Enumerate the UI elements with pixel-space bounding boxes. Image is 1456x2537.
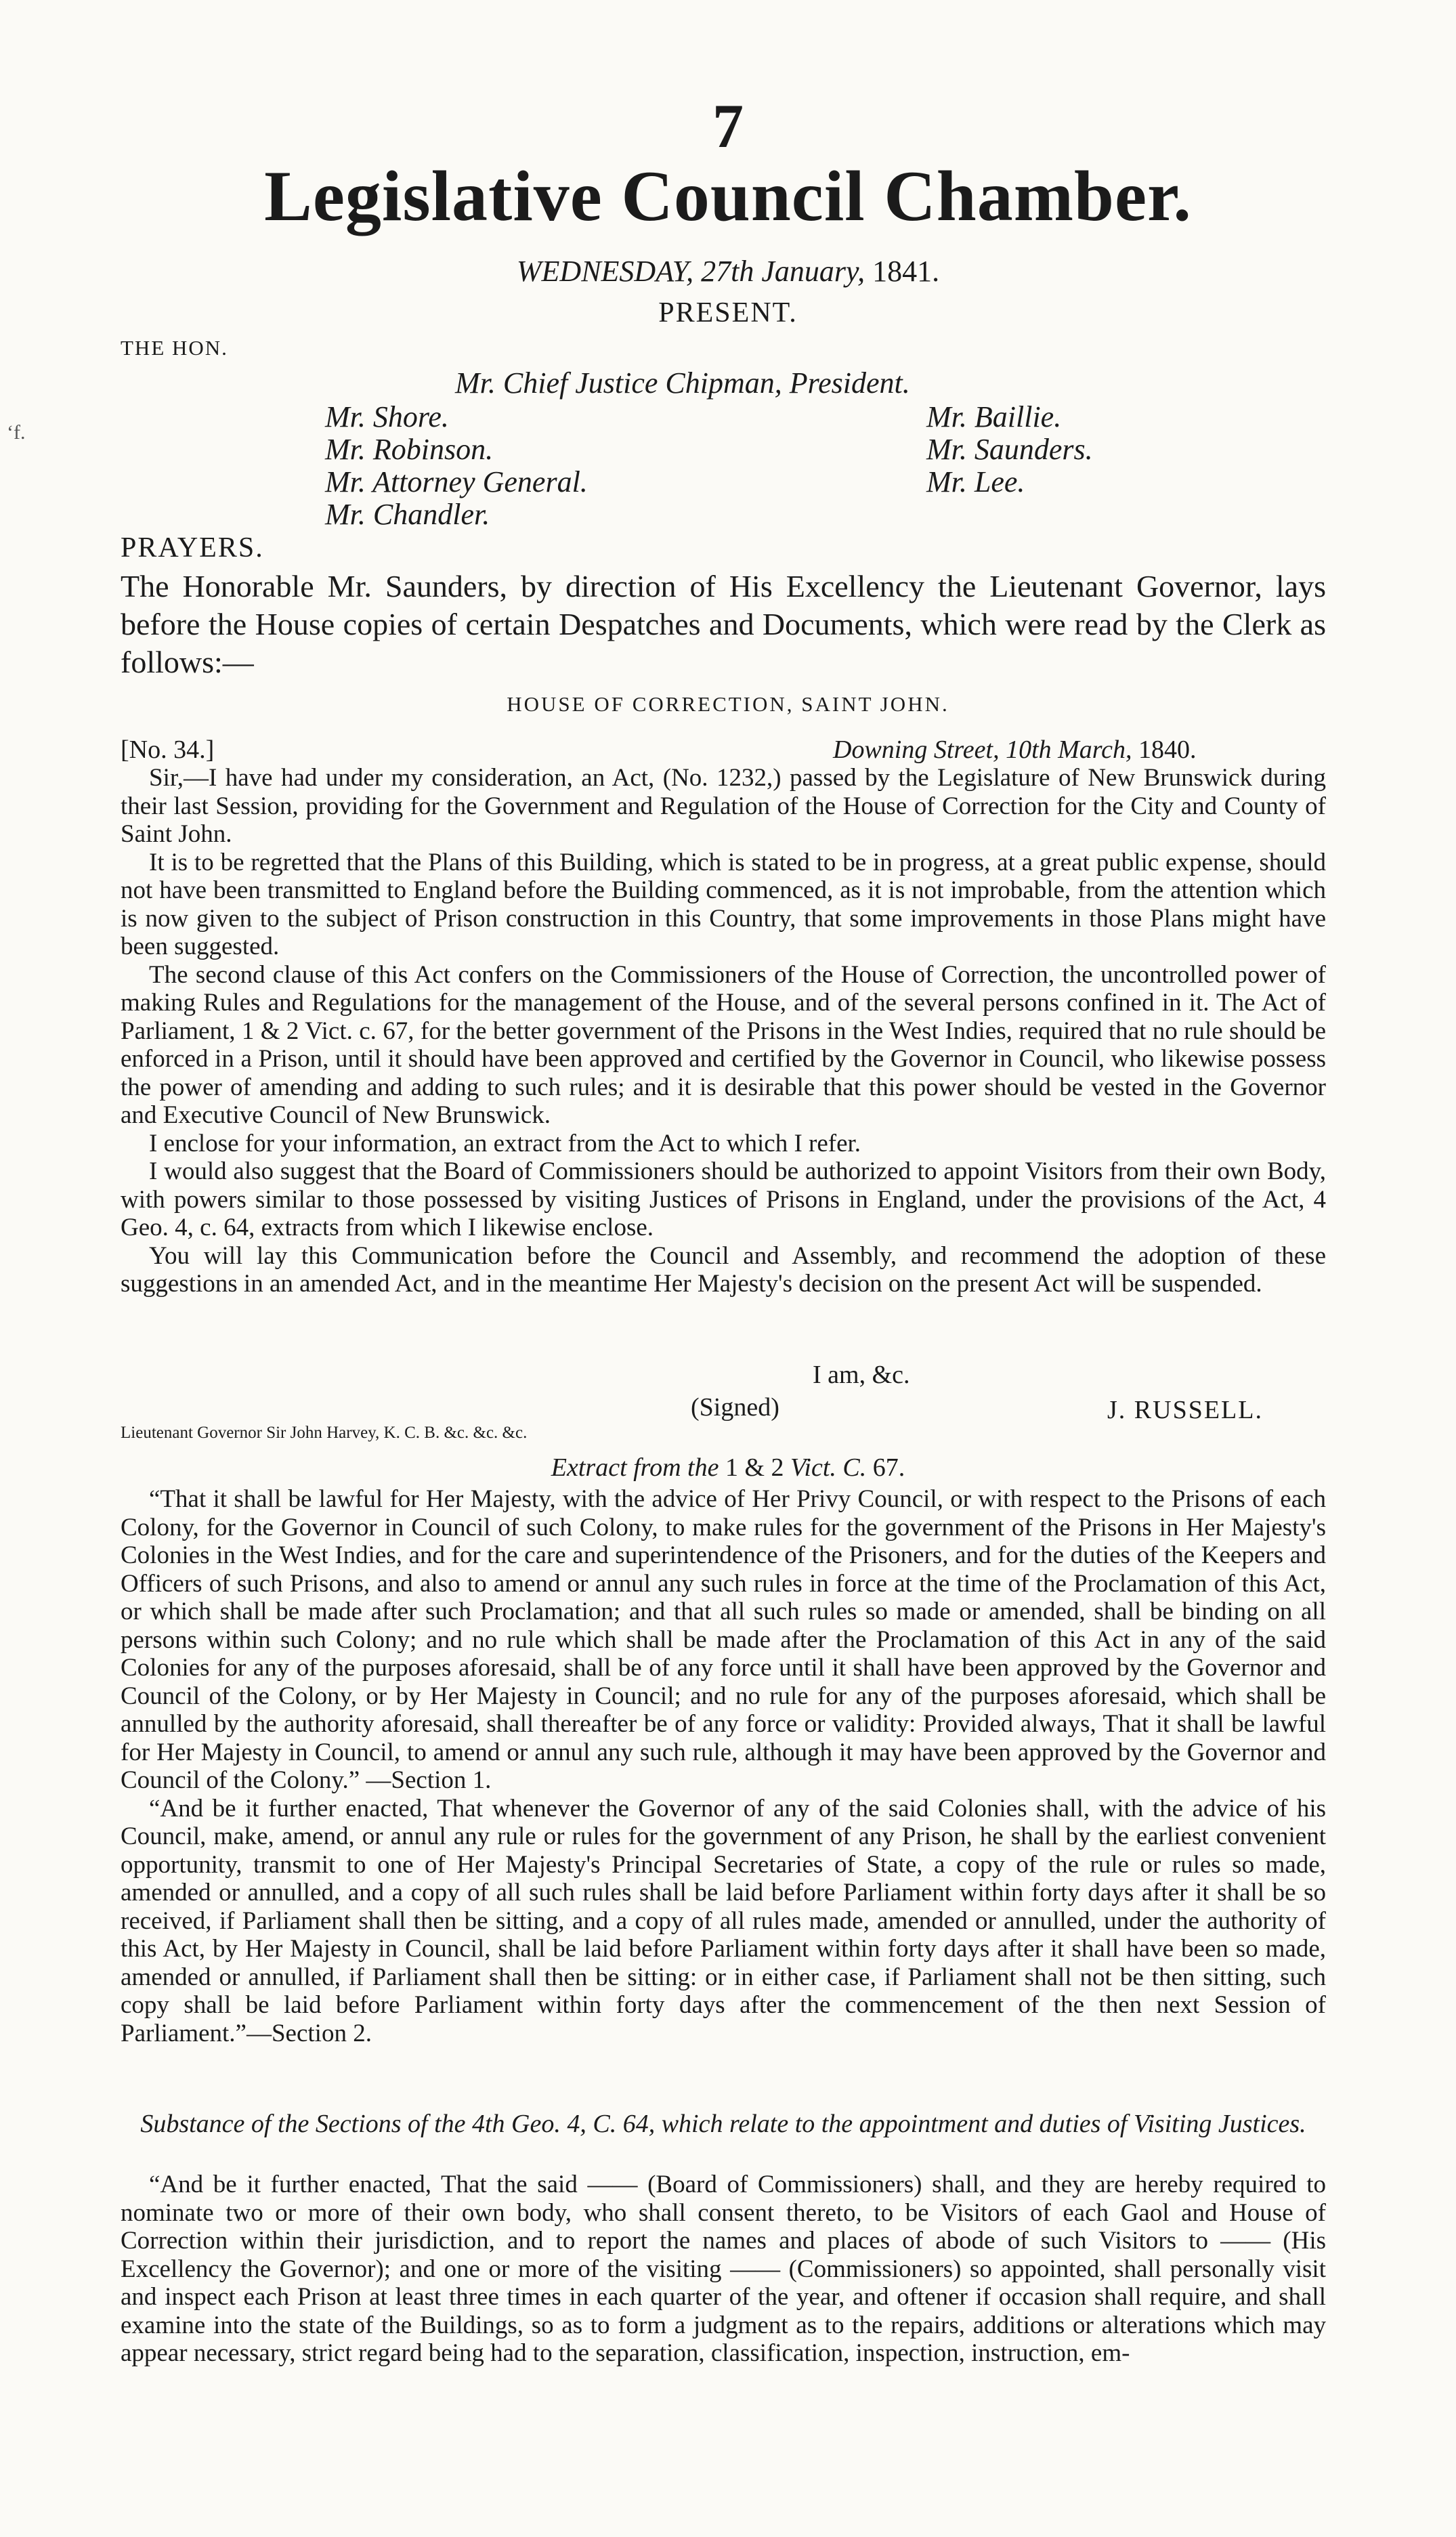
dispatch-place: Downing Street, — [833, 735, 1000, 764]
extract-heading-part: Vict. C. — [790, 1453, 867, 1482]
intro-paragraph: The Honorable Mr. Saunders, by direction of His Excellency the Lieutenant Governor, lays before the House copies of certain Despatches and Documents, which were read by the Clerk as follows:— — [121, 569, 1326, 679]
signed-label: (Signed) — [691, 1393, 779, 1422]
dispatch-date — [833, 735, 1197, 765]
member-left: Mr. Chandler. — [325, 498, 490, 531]
dispatch-paragraph: I would also suggest that the Board of Commissioners should be authorized to appoint Visitors from their own Body, with powers similar to those possessed by visiting Justices of Prisons in England, under the provisions of the Act, 4 Geo. 4, c. 64, extracts from which I likewise enclose. — [121, 1157, 1326, 1241]
extract-body — [121, 1485, 1326, 2047]
substance-body — [121, 2171, 1326, 2368]
dispatch-paragraph: Sir,—I have had under my consideration, an Act, (No. 1232,) passed by the Legislature of New Brunswick during their last Session, providing for the Government and Regulation of the House of Correction for the City and County of Saint John. — [121, 764, 1326, 848]
dispatch-paragraph: You will lay this Communication before the Council and Assembly, and recommend the adoption of these suggestions in an amended Act, and in the meantime Her Majesty's decision on the present Act will be suspended. — [121, 1241, 1326, 1298]
member-left: Mr. Attorney General. — [325, 465, 588, 498]
date-month: 27th January, — [701, 255, 865, 288]
addressee-line: Lieutenant Governor Sir John Harvey, K. C. B. &c. &c. &c. — [121, 1424, 528, 1442]
present-heading: PRESENT. — [658, 297, 798, 328]
dispatch-heading: HOUSE OF CORRECTION, SAINT JOHN. — [507, 692, 949, 716]
extract-heading-part: 67. — [872, 1453, 905, 1482]
member-left: Mr. Robinson. — [325, 433, 494, 466]
extract-heading — [0, 1453, 1456, 1483]
dispatch-day: 10th March, — [1006, 735, 1132, 764]
margin-mark: ‘f. — [7, 421, 26, 444]
dispatch-body — [121, 764, 1326, 1298]
closing-line: I am, &c. — [813, 1361, 910, 1389]
member-right: Mr. Baillie. — [926, 400, 1062, 433]
dispatch-paragraph: It is to be regretted that the Plans of this Building, which is stated to be in progress, at a great public expense, should not have been transmitted to England before the Building commenced, as it is not improbable, from the attention which is now given to the subject of Prison construction in this Country, that some improvements in those Plans might have been suggested. — [121, 848, 1326, 960]
dispatch-paragraph: The second clause of this Act confers on the Commissioners of the House of Correction, the uncontrolled power of making Rules and Regulations for the management of the House, and of the several persons confined in it. The Act of Parliament, 1 & 2 Vict. c. 67, for the better government of the Prisons in the West Indies, required that no rule should be enforced in a Prison, until it should have been approved and certified by the Governor in Council, who likewise possess the power of amending and adding to such rules; and it is desirable that this power should be vested in the Governor and Executive Council of New Brunswick. — [121, 960, 1326, 1129]
signatory: J. RUSSELL. — [1107, 1396, 1263, 1424]
extract-paragraph: “And be it further enacted, That whenever the Governor of any of the said Colonies shall, with the advice of his Council, make, amend, or annul any rule or rules for the government of any Prison, he shall by the earliest convenient opportunity, transmit to one of Her Majesty's Principal Secretaries of State, a copy of the rule or rules so made, amended or annulled, and a copy of all such rules shall be laid before Parliament within forty days after it shall be so received, if Parliament shall then be sitting, and a copy of all rules made, amended or annulled, under the authority of this Act, by Her Majesty in Council, shall be laid before Parliament within forty days after it shall have been so made, amended or annulled, if Parliament shall then be sitting: or in either case, if Parliament shall not be then sitting, such copy shall be laid before Parliament within forty days after the commencement of the then next Session of Parliament.”—Section 2. — [121, 1794, 1326, 2047]
extract-paragraph: “That it shall be lawful for Her Majesty, with the advice of Her Privy Council, or with respect to the Prisons of each Colony, for the Governor in Council of such Colony, to make rules for the government of the Prisons in Her Majesty's Colonies in the West Indies, and for the care and superintendence of the Prisoners, and for the duties of the Keepers and Officers of such Prisons, and also to amend or annul any such rules in force at the time of the Proclamation of this Act, or which shall be made after such Proclamation; and that all such rules so made or amended, shall be binding on all persons within such Colony; and no rule which shall be made after the Proclamation of this Act in any of the said Colonies for any of the purposes aforesaid, shall be of any force until it shall have been approved by the Governor and Council of the Colony, or by Her Majesty in Council; and no rule for any of the purposes aforesaid, which shall be annulled by the authority aforesaid, shall thereafter be of any force or validity: Provided always, That it shall be lawful for Her Majesty in Council, to amend or annul any such rule, although it may have been approved by the Governor and Council of the Colony.” —Section 1. — [121, 1485, 1326, 1794]
page-title: Legislative Council Chamber. — [264, 156, 1192, 236]
date-year: 1841. — [872, 255, 940, 288]
dispatch-year: 1840. — [1138, 735, 1197, 764]
dispatch-number: [No. 34.] — [121, 735, 215, 764]
member-right: Mr. Saunders. — [926, 433, 1093, 466]
prayers-label: PRAYERS. — [121, 532, 264, 563]
substance-heading: Substance of the Sections of the 4th Geo. 4, C. 64, which relate to the appointment and duties of Visiting Justices. — [140, 2110, 1306, 2138]
substance-paragraph: “And be it further enacted, That the said —— (Board of Commissioners) shall, and they are hereby required to nominate two or more of their own body, who shall consent thereto, to be Visitors of each Gaol and House of Correction within their jurisdiction, and to report the names and places of abode of such Visitors to —— (His Excellency the Governor); and one or more of the visiting —— (Commissioners) so appointed, shall personally visit and inspect each Prison at least three times in each quarter of the year, and oftener if occasion shall require, and shall examine into the state of the Buildings, so as to form a judgment as to the repairs, additions or alterations which may appear necessary, strict regard being had to the separation, classification, inspection, instruction, em- — [121, 2171, 1326, 2367]
extract-heading-part: Extract from the — [551, 1453, 719, 1482]
member-left: Mr. Shore. — [325, 400, 449, 433]
president-line: Mr. Chief Justice Chipman, President. — [455, 366, 910, 400]
extract-heading-part: 1 & 2 — [725, 1453, 784, 1482]
hon-label: THE HON. — [121, 336, 228, 360]
page-number: 7 — [712, 91, 744, 161]
session-date — [0, 254, 1456, 289]
member-right: Mr. Lee. — [926, 465, 1025, 498]
date-day: WEDNESDAY, — [516, 255, 694, 288]
dispatch-paragraph: I enclose for your information, an extract from the Act to which I refer. — [149, 1129, 861, 1157]
